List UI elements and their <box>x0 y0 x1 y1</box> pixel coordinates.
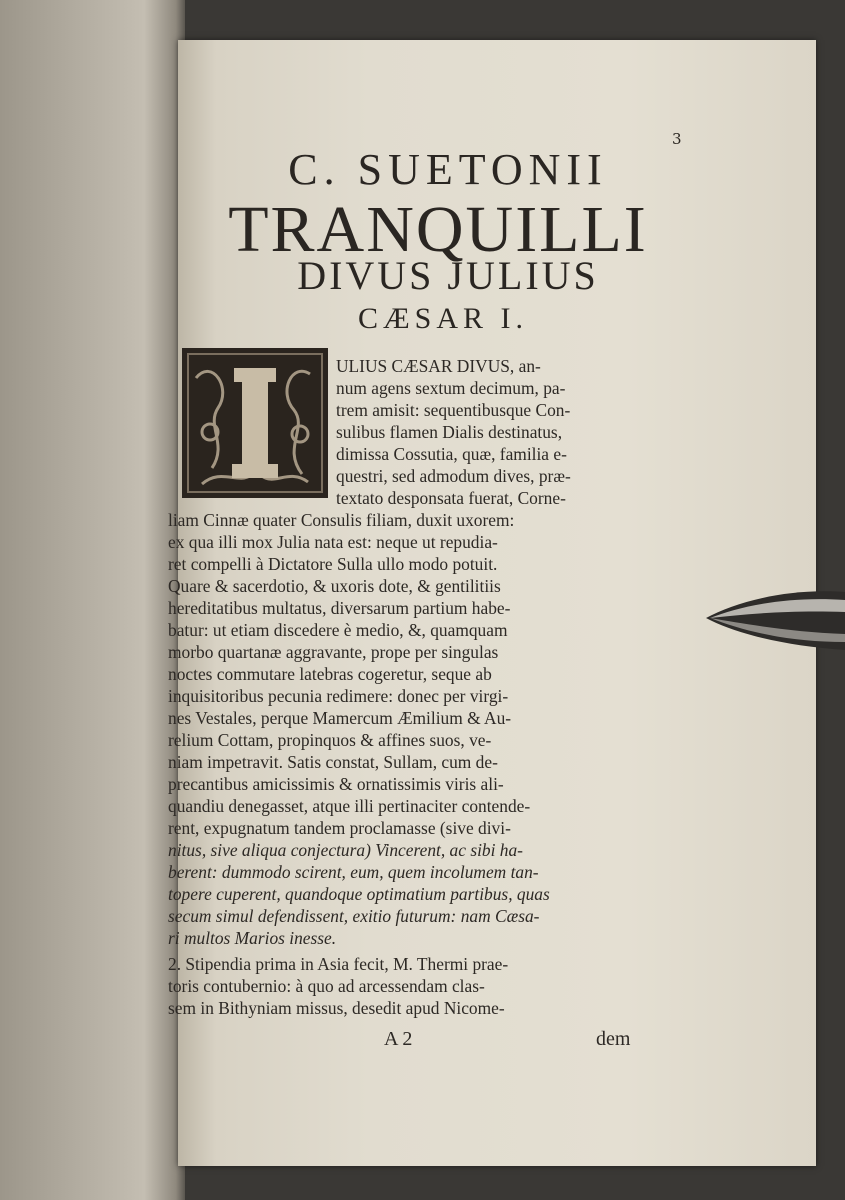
text-line: num agens sextum decimum, pa- <box>336 378 566 398</box>
decorated-initial-icon <box>182 348 328 498</box>
text-line: noctes commutare latebras cogeretur, seque ab <box>168 664 492 684</box>
text-line: precantibus amicissimis & ornatissimis viris ali- <box>168 774 504 794</box>
text-line: ret compelli à Dictatore Sulla ullo modo potuit. <box>168 554 498 574</box>
text-line: ULIUS CÆSAR DIVUS, an- <box>336 356 541 376</box>
text-line: rent, expugnatum tandem proclamasse (sive divi- <box>168 818 511 838</box>
text-line: 2. Stipendia prima in Asia fecit, M. Thermi prae- <box>168 954 509 974</box>
text-line: dimissa Cossutia, quæ, familia e- <box>336 444 567 464</box>
text-line: trem amisit: sequentibusque Con- <box>336 400 571 420</box>
text-line: niam impetravit. Satis constat, Sullam, cum de- <box>168 752 498 772</box>
text-line: hereditatibus multatus, diversarum partium habe- <box>168 598 511 618</box>
page-clip-icon <box>706 584 845 654</box>
text-line: secum simul defendissent, exitio futurum: nam Cæsa- <box>168 906 540 926</box>
title-cognomen: TRANQUILLI <box>228 193 648 266</box>
text-line: inquisitoribus pecunia redimere: donec per virgi- <box>168 686 509 706</box>
title-chapter: CÆSAR I. <box>357 302 529 335</box>
text-line: liam Cinnæ quater Consulis filiam, duxit uxorem: <box>168 510 515 530</box>
text-line: topere cuperent, quandoque optimatium partibus, quas <box>168 884 550 904</box>
text-line: relium Cottam, propinquos & affines suos, ve- <box>168 730 492 750</box>
text-line: batur: ut etiam discedere è medio, &, quamquam <box>168 620 508 640</box>
text-line: berent: dummodo scirent, eum, quem incolumem tan- <box>168 862 539 882</box>
facing-page <box>0 0 185 1200</box>
text-line: toris contubernio: à quo ad arcessendam clas- <box>168 976 485 996</box>
text-line: sem in Bithyniam missus, desedit apud Nicome- <box>168 998 505 1018</box>
text-line: ri multos Marios inesse. <box>168 928 337 948</box>
text-line: ex qua illi mox Julia nata est: neque ut repudia- <box>168 532 498 552</box>
text-line: questri, sed admodum dives, præ- <box>336 466 571 486</box>
text-line: Quare & sacerdotio, & uxoris dote, & gentilitiis <box>168 576 501 596</box>
text-line: quandiu denegasset, atque illi pertinaciter contende- <box>168 796 531 816</box>
title-author: C. SUETONII <box>288 145 608 194</box>
text-line: textato desponsata fuerat, Corne- <box>336 488 566 508</box>
catchword: dem <box>596 1028 631 1050</box>
title-subject: DIVUS JULIUS <box>297 253 599 298</box>
page-number: 3 <box>672 130 682 148</box>
text-line: sulibus flamen Dialis destinatus, <box>336 422 563 442</box>
text-line: nes Vestales, perque Mamercum Æmilium & Au- <box>168 708 512 728</box>
text-line: nitus, sive aliqua conjectura) Vincerent, ac sibi ha- <box>168 840 523 860</box>
signature-mark: A 2 <box>384 1028 413 1050</box>
text-line: morbo quartanæ aggravante, prope per singulas <box>168 642 499 662</box>
